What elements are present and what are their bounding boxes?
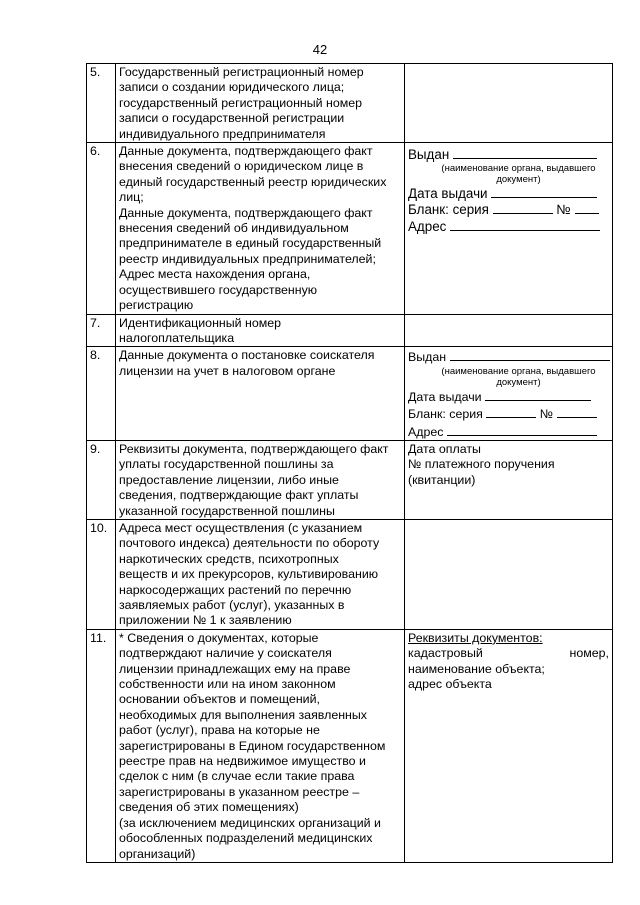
table-row-9 bbox=[87, 440, 613, 519]
description-line: обособленных подразделений медицинских bbox=[119, 831, 373, 846]
document-details-heading: Реквизиты документов: bbox=[408, 630, 543, 645]
description-line: лиц; bbox=[119, 190, 144, 205]
form-series-field[interactable] bbox=[408, 405, 609, 422]
payment-order-label: № платежного поручения bbox=[408, 457, 555, 472]
row-value-field[interactable] bbox=[405, 629, 613, 862]
description-line: лицензии на учет в налоговом органе bbox=[119, 363, 336, 378]
row-value-field bbox=[405, 347, 613, 441]
address-field[interactable] bbox=[408, 423, 609, 440]
table-row-7 bbox=[87, 314, 613, 347]
description-line: реестре прав на недвижимое имущество и bbox=[119, 754, 366, 769]
row-number: 7. bbox=[87, 314, 116, 347]
number-sign: № bbox=[556, 202, 571, 218]
row-value-field bbox=[405, 143, 613, 314]
table-row-10 bbox=[87, 519, 613, 629]
description-line: Адрес места нахождения органа, bbox=[119, 267, 311, 282]
page-number: 42 bbox=[312, 42, 328, 57]
table-row-11 bbox=[87, 629, 613, 862]
row-description bbox=[116, 629, 405, 862]
payment-date-label: Дата оплаты bbox=[408, 441, 481, 456]
description-line: Идентификационный номер bbox=[119, 315, 282, 330]
description-line: индивидуального предпринимателя bbox=[119, 126, 326, 141]
description-line: записи о государственной регистрации bbox=[119, 111, 345, 126]
description-line: * Сведения о документах, которые bbox=[119, 630, 319, 645]
description-line: заявляемых работ (услуг), указанных в bbox=[119, 598, 345, 612]
description-line: сведения, подтверждающие факт уплаты bbox=[119, 488, 359, 503]
number-sign: № bbox=[539, 407, 554, 422]
description-line: зарегистрированы в указанном реестре – bbox=[119, 784, 360, 799]
row-number: 10. bbox=[87, 519, 116, 629]
series-blank[interactable] bbox=[486, 405, 536, 418]
description-line: зарегистрированы в Едином государственном bbox=[119, 738, 386, 753]
description-line: указанной государственной пошлины bbox=[119, 503, 335, 518]
license-application-table bbox=[86, 63, 613, 863]
address-label: Адрес bbox=[408, 424, 444, 439]
receipt-label: (квитанции) bbox=[408, 472, 476, 487]
address-label: Адрес bbox=[408, 218, 447, 234]
description-line: веществ и их прекурсоров, культивированию bbox=[119, 567, 379, 582]
description-line: Данные документа, подтверждающего факт bbox=[119, 144, 373, 159]
cadastral-word: кадастровый bbox=[408, 646, 483, 661]
description-line: государственный регистрационный номер bbox=[119, 95, 363, 110]
description-line: наркосодержащих растений по перечню bbox=[119, 582, 352, 597]
row-number: 5. bbox=[87, 64, 116, 143]
issued-by-field[interactable] bbox=[408, 146, 609, 163]
description-line: наркотических средств, психотропных bbox=[119, 551, 339, 566]
description-line: осуществившего государственную bbox=[119, 282, 318, 297]
description-line: Данные документа, подтверждающего факт bbox=[119, 205, 373, 220]
issue-date-label: Дата выдачи bbox=[408, 389, 482, 404]
description-line: Данные документа о постановке соискателя bbox=[119, 348, 375, 363]
issued-blank[interactable] bbox=[453, 146, 597, 159]
description-line: почтового индекса) деятельности по обороту bbox=[119, 536, 380, 551]
description-line: записи о создании юридического лица; bbox=[119, 80, 345, 95]
row-value-field[interactable] bbox=[405, 314, 613, 347]
cadastral-number-line bbox=[408, 646, 609, 661]
description-line: (за исключением медицинских организаций и bbox=[119, 815, 381, 830]
description-line: сведения об этих помещениях) bbox=[119, 800, 299, 815]
row-number: 11. bbox=[87, 629, 116, 862]
issuer-hint: документ) bbox=[496, 376, 541, 388]
address-field[interactable] bbox=[408, 218, 609, 235]
description-line: внесения сведений о юридическом лице в bbox=[119, 159, 364, 174]
table-row-5 bbox=[87, 64, 613, 143]
form-series-label: Бланк: серия bbox=[408, 407, 483, 422]
table-row-8 bbox=[87, 347, 613, 441]
issued-blank[interactable] bbox=[450, 348, 610, 361]
row-description bbox=[116, 64, 405, 143]
description-line: сделок с ним (в случае если такие права bbox=[119, 769, 355, 784]
issue-date-blank[interactable] bbox=[491, 185, 597, 198]
row-description bbox=[116, 143, 405, 314]
row-value-field[interactable] bbox=[405, 519, 613, 629]
address-blank[interactable] bbox=[450, 218, 600, 231]
description-line: необходимых для выполнения заявленных bbox=[119, 707, 367, 722]
issued-label: Выдан bbox=[408, 147, 450, 163]
description-line: реестр индивидуальных предпринимателей; bbox=[119, 251, 376, 266]
issued-by-field[interactable] bbox=[408, 348, 609, 365]
description-line: регистрацию bbox=[119, 298, 194, 313]
row-number: 8. bbox=[87, 347, 116, 441]
description-line: основании объектов и помещений, bbox=[119, 692, 320, 707]
row-number: 6. bbox=[87, 143, 116, 314]
table-row-6 bbox=[87, 143, 613, 314]
description-line: внесения сведений об индивидуальном bbox=[119, 221, 349, 236]
description-line: уплаты государственной пошлины за bbox=[119, 457, 334, 472]
description-line: организаций) bbox=[119, 846, 196, 861]
row-description bbox=[116, 519, 405, 629]
issuer-hint: документ) bbox=[496, 173, 541, 185]
issuer-hint: (наименование органа, выдавшего bbox=[441, 162, 596, 174]
description-line: работ (услуг), права на которые не bbox=[119, 723, 320, 738]
object-name-label: наименование объекта; bbox=[408, 661, 545, 676]
row-description bbox=[116, 440, 405, 519]
address-blank[interactable] bbox=[447, 423, 597, 436]
series-blank[interactable] bbox=[493, 201, 553, 214]
row-number: 9. bbox=[87, 440, 116, 519]
issue-date-label: Дата выдачи bbox=[408, 185, 488, 201]
number-blank[interactable] bbox=[575, 201, 599, 214]
description-line: Реквизиты документа, подтверждающего факт bbox=[119, 441, 389, 456]
form-series-label: Бланк: серия bbox=[408, 202, 489, 218]
issued-label: Выдан bbox=[408, 350, 447, 365]
description-line: лицензии принадлежащих ему на праве bbox=[119, 661, 351, 676]
object-address-label: адрес объекта bbox=[408, 677, 492, 692]
description-line: Государственный регистрационный номер bbox=[119, 65, 364, 79]
description-line: предпринимателе в единый государственный bbox=[119, 236, 382, 251]
description-line: предоставление лицензии, либо иные bbox=[119, 472, 339, 487]
number-blank[interactable] bbox=[557, 405, 597, 418]
row-description bbox=[116, 314, 405, 347]
description-line: Адреса мест осуществления (с указанием bbox=[119, 520, 363, 535]
number-word: номер, bbox=[569, 646, 609, 661]
description-line: единый государственный реестр юридических bbox=[119, 174, 387, 189]
issuer-hint: (наименование органа, выдавшего bbox=[441, 365, 596, 377]
row-description bbox=[116, 347, 405, 441]
description-line: собственности или на ином законном bbox=[119, 677, 336, 692]
issue-date-blank[interactable] bbox=[485, 388, 591, 401]
description-line: налогоплательщика bbox=[119, 330, 235, 345]
issue-date-field[interactable] bbox=[408, 185, 609, 202]
form-series-field[interactable] bbox=[408, 201, 609, 218]
description-line: приложении № 1 к заявлению bbox=[119, 613, 292, 628]
row-value-field[interactable] bbox=[405, 64, 613, 143]
row-value-field[interactable] bbox=[405, 440, 613, 519]
description-line: подтверждают наличие у соискателя bbox=[119, 646, 332, 661]
issue-date-field[interactable] bbox=[408, 388, 609, 405]
